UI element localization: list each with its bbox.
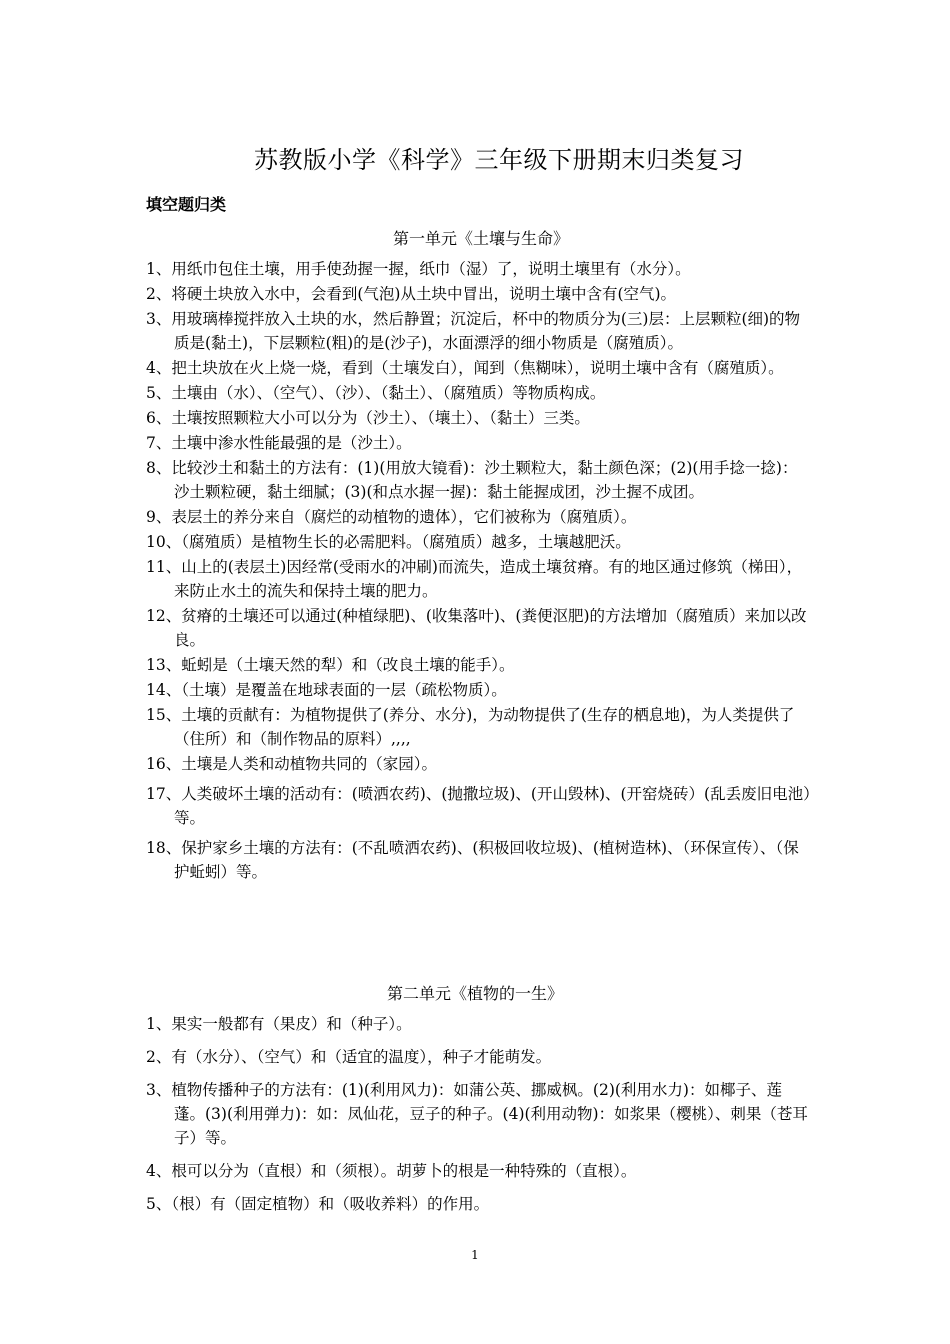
list-item: 5、（根）有（固定植物）和（吸收养料）的作用。 xyxy=(146,1195,490,1213)
list-item: 12、贫瘠的土壤还可以通过(种植绿肥)、(收集落叶)、(粪便沤肥)的方法增加（腐殖质）来加以改良。 xyxy=(146,607,807,649)
list-item: 10、（腐殖质）是植物生长的必需肥料。（腐殖质）越多，土壤越肥沃。 xyxy=(146,533,631,551)
list-item: 7、土壤中渗水性能最强的是（沙土）。 xyxy=(146,434,412,452)
list-item: 3、植物传播种子的方法有：(1)(利用风力)：如蒲公英、挪威枫。(2)(利用水力)：如椰子、莲蓬。(3)(利用弹力)：如：凤仙花，豆子的种子。(4)(利用动物)：如浆果（樱桃）、刺果（苍耳子）等。 xyxy=(146,1081,808,1147)
list-item: 18、保护家乡土壤的方法有：(不乱喷洒农药)、(积极回收垃圾)、(植树造林)、（环保宣传）、（保护蚯蚓）等。 xyxy=(146,839,799,881)
unit1-items xyxy=(146,257,812,885)
section-heading: 填空题归类 xyxy=(146,195,227,214)
unit2-items xyxy=(146,1012,812,1225)
list-item: 15、土壤的贡献有：为植物提供了(养分、水分)，为动物提供了(生存的栖息地)，为人类提供了（住所）和（制作物品的原料）,,,, xyxy=(146,706,795,748)
list-item: 9、表层土的养分来自（腐烂的动植物的遗体），它们被称为（腐殖质）。 xyxy=(146,508,637,526)
unit2-heading: 第二单元《植物的一生》 xyxy=(386,984,563,1003)
list-item: 8、比较沙土和黏土的方法有：(1)(用放大镜看)：沙土颗粒大，黏土颜色深；(2)(用手捻一捻)：沙土颗粒硬，黏土细腻；(3)(和点水握一握)：黏土能握成团，沙土握不成团。 xyxy=(146,459,798,501)
list-item: 6、土壤按照颗粒大小可以分为（沙土）、（壤土）、（黏土）三类。 xyxy=(146,409,590,427)
list-item: 17、人类破坏土壤的活动有：(喷洒农药)、(抛撒垃圾)、(开山毁林)、(开窑烧砖）(乱丢废旧电池）等。 xyxy=(146,785,811,827)
list-item: 1、用纸巾包住土壤，用手使劲握一握，纸巾（湿）了，说明土壤里有（水分）。 xyxy=(146,260,691,278)
list-item: 2、有（水分）、（空气）和（适宜的温度），种子才能萌发。 xyxy=(146,1048,552,1066)
list-item: 16、土壤是人类和动植物共同的（家园）。 xyxy=(146,755,437,773)
list-item: 4、把土块放在火上烧一烧，看到（土壤发白），闻到（焦糊味），说明土壤中含有（腐殖质）。 xyxy=(146,359,784,377)
list-item: 5、土壤由（水）、（空气）、（沙）、（黏土）、（腐殖质）等物质构成。 xyxy=(146,384,606,402)
list-item: 4、根可以分为（直根）和（须根）。胡萝卜的根是一种特殊的（直根）。 xyxy=(146,1162,637,1180)
list-item: 3、用玻璃棒搅拌放入土块的水，然后静置；沉淀后，杯中的物质分为(三)层：上层颗粒(细)的物质是(黏土)，下层颗粒(粗)的是(沙子)，水面漂浮的细小物质是（腐殖质）。 xyxy=(146,310,801,352)
list-item: 11、山上的(表层土)因经常(受雨水的冲刷)而流失，造成土壤贫瘠。有的地区通过修筑（梯田），来防止水土的流失和保持土壤的肥力。 xyxy=(146,558,803,600)
list-item: 13、蚯蚓是（土壤天然的犁）和（改良土壤的能手）。 xyxy=(146,656,515,674)
list-item: 1、果实一般都有（果皮）和（种子）。 xyxy=(146,1015,412,1033)
list-item: 14、（土壤）是覆盖在地球表面的一层（疏松物质）。 xyxy=(146,681,507,699)
list-item: 2、将硬土块放入水中，会看到(气泡)从土块中冒出，说明土壤中含有(空气)。 xyxy=(146,285,677,303)
page-title: 苏教版小学《科学》三年级下册期末归类复习 xyxy=(254,146,744,174)
unit1-heading: 第一单元《土壤与生命》 xyxy=(392,229,569,248)
page-number: 1 xyxy=(471,1248,479,1262)
